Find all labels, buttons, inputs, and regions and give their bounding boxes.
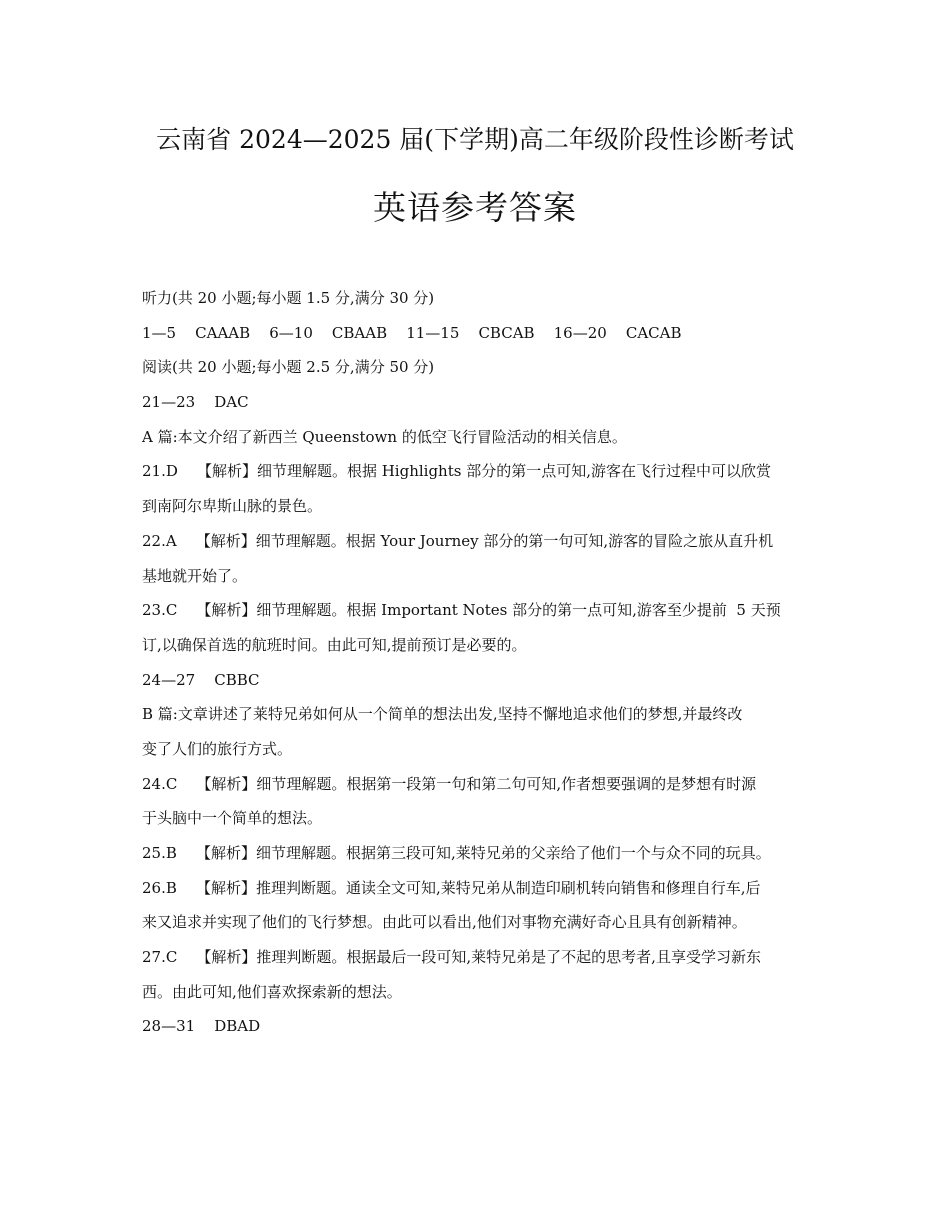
explanation-24-line-1: 24.C 【解析】细节理解题。根据第一段第一句和第二句可知,作者想要强调的是梦想有时源 xyxy=(142,774,757,793)
exam-title: 云南省 2024—2025 届(下学期)高二年级阶段性诊断考试 xyxy=(156,125,794,154)
explanation-23-line-1: 23.C 【解析】细节理解题。根据 Important Notes 部分的第一点可知,游客至少提前 5 天预 xyxy=(142,601,781,620)
answers-28-31: 28—31 DBAD xyxy=(142,1017,261,1036)
explanation-27-line-2: 西。由此可知,他们喜欢探索新的想法。 xyxy=(142,982,402,1001)
explanation-27-line-1: 27.C 【解析】推理判断题。根据最后一段可知,莱特兄弟是了不起的思考者,且享受学习新东 xyxy=(142,948,761,967)
explanation-23-line-2: 订,以确保首选的航班时间。由此可知,提前预订是必要的。 xyxy=(142,635,527,654)
explanation-22-line-2: 基地就开始了。 xyxy=(142,566,248,585)
explanation-24-line-2: 于头脑中一个简单的想法。 xyxy=(142,809,323,828)
listening-answers: 1—5 CAAAB 6—10 CBAAB 11—15 CBCAB 16—20 CACAB xyxy=(142,323,682,342)
passage-a-summary: A 篇:本文介绍了新西兰 Queenstown 的低空飞行冒险活动的相关信息。 xyxy=(142,427,627,446)
passage-b-summary-line-2: 变了人们的旅行方式。 xyxy=(142,739,293,758)
passage-b-summary-line-1: B 篇:文章讲述了莱特兄弟如何从一个简单的想法出发,坚持不懈地追求他们的梦想,并最终改 xyxy=(142,705,743,724)
explanation-26-line-1: 26.B 【解析】推理判断题。通读全文可知,莱特兄弟从制造印刷机转向销售和修理自行车,后 xyxy=(142,878,761,897)
explanation-21-line-2: 到南阿尔卑斯山脉的景色。 xyxy=(142,497,323,516)
explanation-22-line-1: 22.A 【解析】细节理解题。根据 Your Journey 部分的第一句可知,游客的冒险之旅从直升机 xyxy=(142,531,774,550)
explanation-25: 25.B 【解析】细节理解题。根据第三段可知,莱特兄弟的父亲给了他们一个与众不同的玩具。 xyxy=(142,844,771,862)
explanation-26-line-2: 来又追求并实现了他们的飞行梦想。由此可以看出,他们对事物充满好奇心且具有创新精神。 xyxy=(142,913,747,932)
answer-key-title: 英语参考答案 xyxy=(373,188,577,227)
explanation-21-line-1: 21.D 【解析】细节理解题。根据 Highlights 部分的第一点可知,游客在飞行过程中可以欣赏 xyxy=(142,462,771,481)
listening-section-heading: 听力(共 20 小题;每小题 1.5 分,满分 30 分) xyxy=(142,289,435,307)
answer-content xyxy=(142,281,822,1044)
reading-section-heading: 阅读(共 20 小题;每小题 2.5 分,满分 50 分) xyxy=(142,358,435,377)
answers-24-27: 24—27 CBBC xyxy=(142,670,260,689)
answers-21-23: 21—23 DAC xyxy=(142,393,249,412)
